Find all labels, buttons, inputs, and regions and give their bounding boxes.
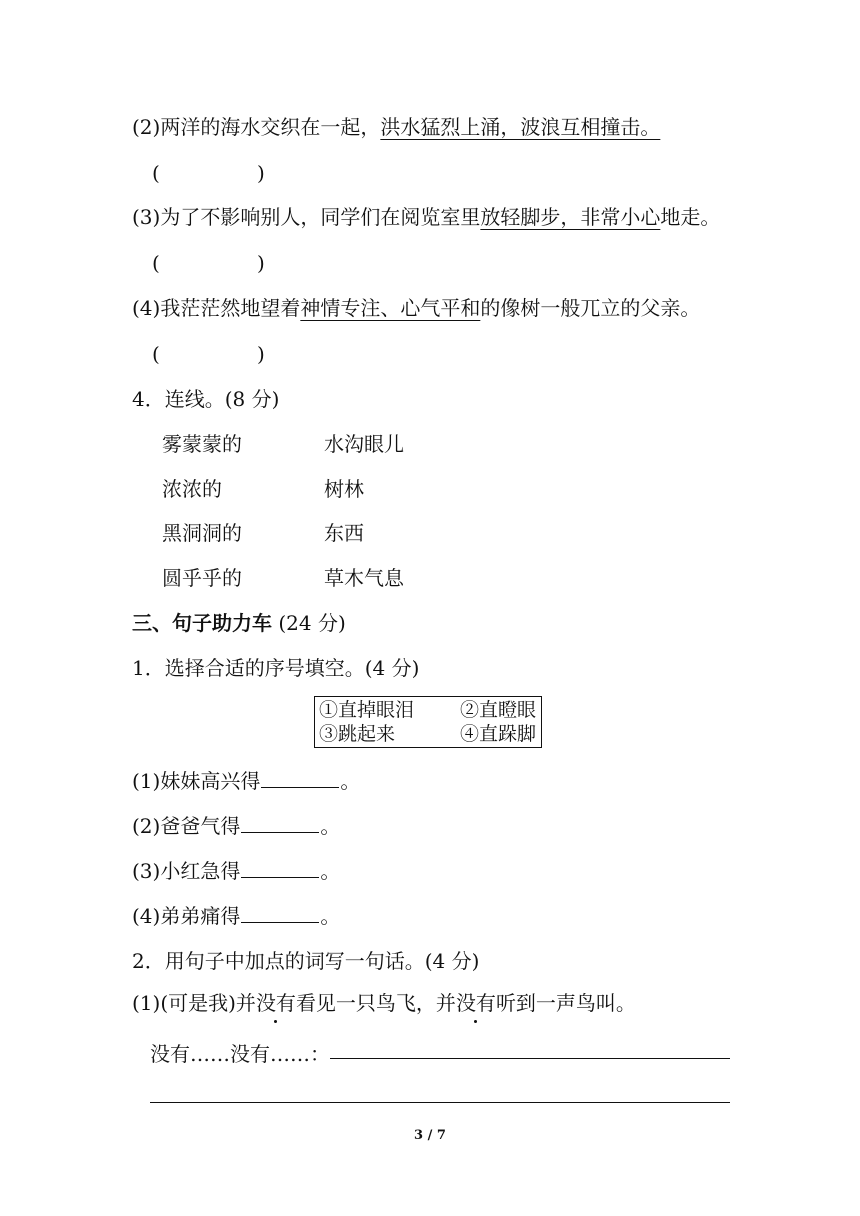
q4-right-item: 东西 — [324, 521, 364, 545]
s3-q1-item — [132, 857, 340, 885]
q4-left-item: 雾蒙蒙的 — [162, 432, 242, 456]
s3-q1-item-end: 。 — [320, 904, 341, 928]
answer-paren-close: ) — [257, 251, 265, 275]
answer-paren-close: ) — [257, 342, 265, 366]
sentence-part: 看见一只鸟飞，并 — [295, 991, 456, 1015]
q4-left-item: 浓浓的 — [162, 477, 222, 501]
s3-q1-item — [132, 902, 340, 930]
s3-q1-item — [132, 812, 340, 840]
fill-blank[interactable] — [241, 902, 319, 923]
s3-q1-item-end: 。 — [320, 814, 341, 838]
s3-q1-item-text: (2)爸爸气得 — [132, 814, 241, 838]
answer-line[interactable] — [150, 1102, 730, 1103]
sentence-part: (1)(可是我)并 — [132, 991, 256, 1015]
option-1: ①直掉眼泪 — [319, 699, 415, 721]
q3-item-4 — [132, 294, 700, 322]
q3-item-3-underlined: 放轻脚步，非常小心 — [480, 205, 661, 229]
answer-paren-close: ) — [257, 161, 265, 185]
sentence-part: 听到一声鸟叫。 — [495, 991, 636, 1015]
q3-item-4-underlined: 神情专注、心气平和 — [300, 296, 481, 320]
q3-item-4-prefix: (4)我茫茫然地望着 — [132, 296, 301, 320]
s3-q1-heading: 1．选择合适的序号填空。(4 分) — [132, 656, 420, 680]
fill-blank[interactable] — [241, 857, 319, 878]
page-number: 3 / 7 — [414, 1128, 446, 1143]
q4-right-item: 水沟眼儿 — [324, 432, 404, 456]
option-2: ②直瞪眼 — [460, 699, 537, 721]
q3-item-3-suffix: 地走。 — [660, 205, 721, 229]
option-3: ③跳起来 — [319, 723, 396, 745]
fill-blank[interactable] — [241, 812, 319, 833]
q3-item-3 — [132, 203, 720, 231]
dotted-word: 没有 — [255, 991, 296, 1015]
pattern-prompt: 没有……没有……： — [150, 1042, 330, 1066]
section-3-score: (24 分) — [278, 611, 346, 635]
fill-blank[interactable] — [261, 767, 339, 788]
answer-line[interactable] — [330, 1058, 730, 1059]
s3-q1-item-text: (1)妹妹高兴得 — [132, 769, 261, 793]
options-box — [314, 696, 542, 748]
q4-heading: 4．连线。(8 分) — [132, 387, 280, 411]
q4-left-item: 黑洞洞的 — [162, 521, 242, 545]
section-3-heading — [132, 609, 346, 637]
s3-q1-item — [132, 767, 360, 795]
q4-left-item: 圆乎乎的 — [162, 566, 242, 590]
option-4: ④直跺脚 — [460, 723, 537, 745]
s3-q1-item-text: (4)弟弟痛得 — [132, 904, 241, 928]
q3-item-2-underlined: 洪水猛烈上涌，波浪互相撞击。 — [380, 115, 661, 139]
q3-item-2 — [132, 113, 660, 141]
s3-q1-item-end: 。 — [320, 859, 341, 883]
s3-q1-item-end: 。 — [340, 769, 361, 793]
q4-right-item: 草木气息 — [324, 566, 404, 590]
s3-q1-item-text: (3)小红急得 — [132, 859, 241, 883]
s3-q2-heading: 2．用句子中加点的词写一句话。(4 分) — [132, 949, 480, 973]
q4-right-item: 树林 — [324, 477, 364, 501]
q3-item-3-prefix: (3)为了不影响别人，同学们在阅览室里 — [132, 205, 481, 229]
dotted-word: 没有 — [455, 991, 496, 1015]
answer-paren-open: ( — [152, 161, 160, 185]
q3-item-2-prefix: (2)两洋的海水交织在一起， — [132, 115, 381, 139]
section-3-title: 三、句子助力车 — [132, 611, 272, 635]
s3-q2-sentence — [132, 989, 636, 1017]
answer-paren-open: ( — [152, 342, 160, 366]
answer-paren-open: ( — [152, 251, 160, 275]
q3-item-4-suffix: 的像树一般兀立的父亲。 — [480, 296, 701, 320]
